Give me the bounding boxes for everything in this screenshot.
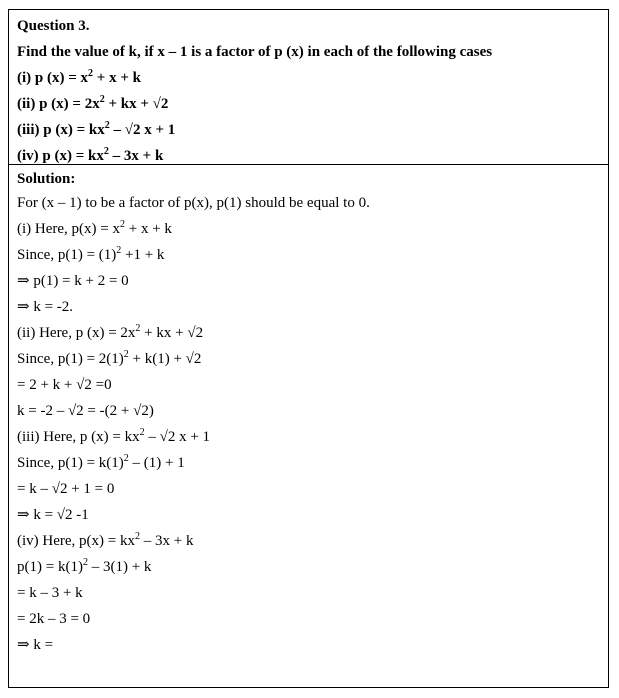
- case-text: (i) p (x) = x: [17, 70, 89, 86]
- line-text: (ii) Here, p (x) = 2x: [17, 325, 136, 341]
- line-text: Since, p(1) = (1): [17, 247, 117, 263]
- solution-line: [17, 294, 608, 320]
- solution-line: [17, 372, 608, 398]
- case-text: + kx + √2: [104, 96, 169, 112]
- line-text: k = -2 – √2 = -(2 + √2): [17, 403, 154, 419]
- exponent: 2: [116, 245, 122, 256]
- line-text: For (x – 1) to be a factor of p(x), p(1) should be equal to 0.: [17, 195, 370, 211]
- solution-section: [9, 165, 608, 658]
- line-text: + k(1) + √2: [128, 351, 202, 367]
- case-text: (ii) p (x) = 2x: [17, 96, 100, 112]
- line-text: = 2 + k + √2 =0: [17, 377, 112, 393]
- case-text: + x + k: [93, 70, 141, 86]
- line-text: p(1) = k(1): [17, 559, 83, 575]
- line-text: = 2k – 3 = 0: [17, 611, 91, 627]
- exponent: 2: [139, 427, 145, 438]
- question-case-3: [17, 117, 608, 143]
- line-text: – 3x + k: [140, 533, 194, 549]
- line-text: ⇒ k = √2 -1: [17, 507, 89, 523]
- solution-line: [17, 554, 608, 580]
- line-text: – 3(1) + k: [87, 559, 152, 575]
- solution-line: [17, 268, 608, 294]
- line-text: + kx + √2: [140, 325, 204, 341]
- solution-line: [17, 632, 608, 658]
- solution-heading: Solution:: [17, 171, 76, 187]
- line-text: Since, p(1) = k(1): [17, 455, 124, 471]
- exponent: 2: [135, 323, 141, 334]
- line-text: ⇒ k =: [17, 637, 54, 653]
- line-text: – (1) + 1: [128, 455, 185, 471]
- question-case-2: [17, 91, 608, 117]
- exponent: 2: [99, 94, 105, 105]
- exponent: 2: [82, 557, 88, 568]
- line-text: = k – √2 + 1 = 0: [17, 481, 115, 497]
- solution-line: [17, 580, 608, 606]
- exponent: 2: [135, 531, 141, 542]
- question-section: [9, 10, 608, 165]
- solution-line: [17, 398, 608, 424]
- exponent: 2: [123, 349, 129, 360]
- question-solution-box: [8, 9, 609, 688]
- solution-line: [17, 190, 608, 216]
- case-text: – √2 x + 1: [109, 122, 176, 138]
- solution-line: [17, 346, 608, 372]
- question-heading: Question 3.: [17, 18, 90, 34]
- question-case-1: [17, 65, 608, 91]
- solution-line: [17, 606, 608, 632]
- solution-line: [17, 502, 608, 528]
- line-text: ⇒ k = -2.: [17, 299, 74, 315]
- question-prompt: Find the value of k, if x – 1 is a factor of p (x) in each of the following cases: [17, 44, 493, 60]
- line-text: +1 + k: [121, 247, 165, 263]
- exponent: 2: [104, 120, 110, 131]
- case-text: (iii) p (x) = kx: [17, 122, 105, 138]
- solution-line: [17, 528, 608, 554]
- line-text: (i) Here, p(x) = x: [17, 221, 121, 237]
- line-text: (iii) Here, p (x) = kx: [17, 429, 140, 445]
- solution-line: [17, 476, 608, 502]
- case-text: (iv) p (x) = kx: [17, 148, 104, 164]
- line-text: Since, p(1) = 2(1): [17, 351, 124, 367]
- line-text: = k – 3 + k: [17, 585, 83, 601]
- line-text: – √2 x + 1: [144, 429, 211, 445]
- exponent: 2: [123, 453, 129, 464]
- exponent: 2: [120, 219, 126, 230]
- exponent: 2: [88, 68, 94, 79]
- case-text: – 3x + k: [108, 148, 164, 164]
- exponent: 2: [103, 146, 109, 157]
- solution-line: [17, 216, 608, 242]
- solution-line: [17, 424, 608, 450]
- line-text: ⇒ p(1) = k + 2 = 0: [17, 273, 129, 289]
- solution-line: [17, 450, 608, 476]
- solution-line: [17, 320, 608, 346]
- line-text: + x + k: [125, 221, 172, 237]
- line-text: (iv) Here, p(x) = kx: [17, 533, 136, 549]
- solution-line: [17, 242, 608, 268]
